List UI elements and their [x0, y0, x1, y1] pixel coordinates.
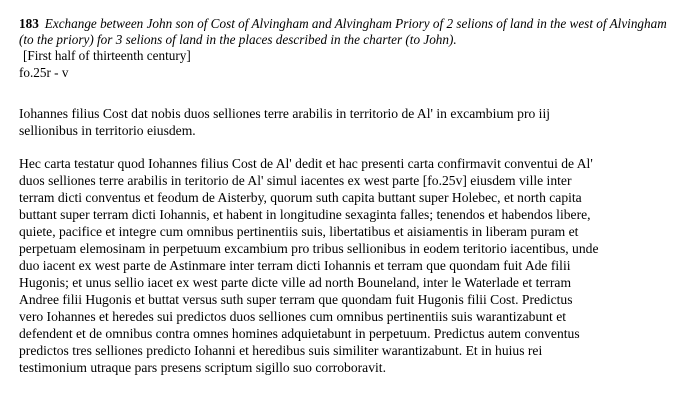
charter-line: Andree filii Hugonis et buttat versus suth super terram que quondam fuit Hugonis filii Cost. Predictus [19, 291, 573, 307]
charter-line: defendent et de omnibus contra omnes homines adquietabunt in perpetuum. Predictus autem conventus [19, 325, 580, 341]
charter-line: terram dicti conventus et feodum de Aisterby, quorum suth capita buttant super Holebec, et north capita [19, 189, 582, 205]
charter-summary [19, 105, 679, 139]
entry-date: [First half of thirteenth century] [23, 48, 191, 64]
charter-line: buttant super terram dicti Iohannis, et habent in longitudine sexaginta falles; tenendos et habendos libere, [19, 206, 591, 222]
entry-number: 183 [19, 16, 39, 31]
entry-title-line-1: Exchange between John son of Cost of Alvingham and Alvingham Priory of 2 selions of land in the west of Alvingham [44, 16, 667, 31]
entry-folio: fo.25r - v [19, 64, 69, 80]
entry-heading [19, 16, 690, 48]
entry-title-line-2: (to the priory) for 3 selions of land in the places described in the charter (to John). [19, 32, 457, 48]
charter-line: perpetuam elemosinam in perpetuum excambium pro tribus sellionibus in eodem teritorio iacentibus, unde [19, 240, 599, 256]
charter-line: quiete, pacifice et integre cum omnibus pertinentiis suis, libertatibus et aisiamentis in liberam puram et [19, 223, 579, 239]
charter-line: testimonium utraque pars presens scriptum sigillo suo corroboravit. [19, 359, 386, 375]
charter-line: vero Iohannes et heredes sui predictos duos selliones cum omnibus pertinentiis suis warantizabunt et [19, 308, 567, 324]
charter-text [19, 155, 689, 376]
charter-line: Hec carta testatur quod Iohannes filius Cost de Al' dedit et hac presenti carta confirmavit conventui de Al' [19, 155, 593, 171]
charter-line: duos selliones terre arabilis in teritorio de Al' simul iacentes ex west parte [fo.25v] eiusdem ville inter [19, 172, 572, 188]
charter-line: duo iacent ex west parte de Astinmare inter terram dicti Iohannis et terram que quondam fuit Ade filii [19, 257, 571, 273]
summary-line: Iohannes filius Cost dat nobis duos selliones terre arabilis in territorio de Al' in excambium pro iij [19, 105, 550, 121]
charter-line: predictos tres selliones predicto Iohanni et heredibus suis similiter warantizabunt. Et in huius rei [19, 342, 543, 358]
charter-line: Hugonis; et unus sellio iacet ex west parte dicte ville ad north Bouneland, inter le Waterlade et terram [19, 274, 572, 290]
summary-line: sellionibus in territorio eiusdem. [19, 122, 196, 138]
